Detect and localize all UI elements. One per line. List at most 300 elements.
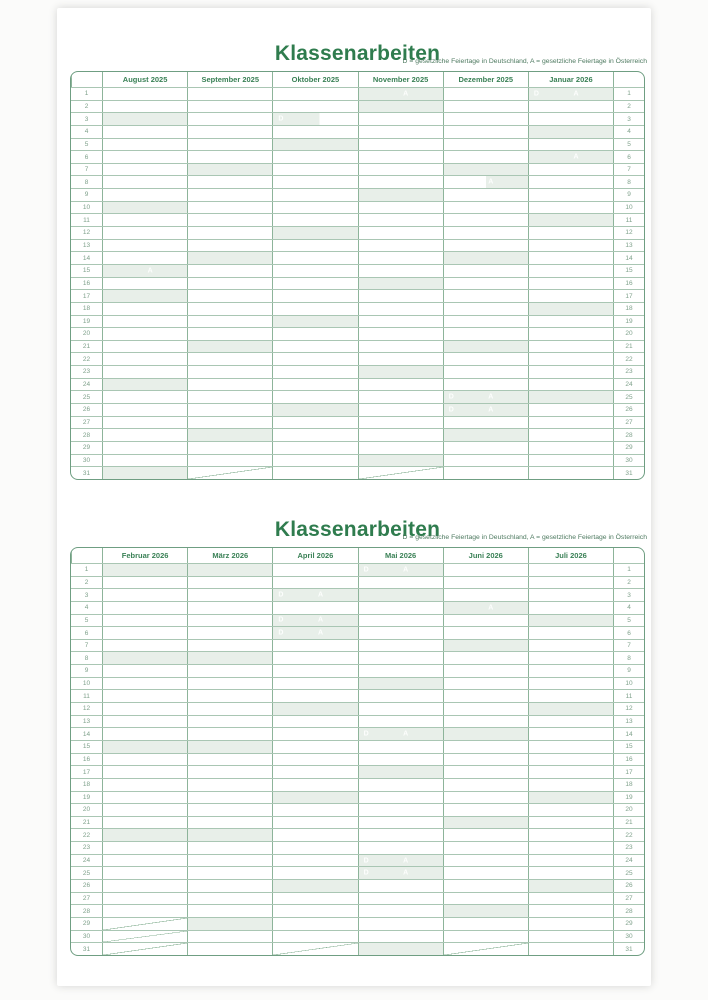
calendar-cell [443,467,528,479]
calendar-cell [528,126,613,138]
calendar-cell [272,678,357,690]
calendar-cell [187,615,272,627]
calendar-cell [187,804,272,816]
calendar-cell [358,252,443,264]
calendar-cell [528,442,613,454]
holiday-letter-d: D [363,730,369,738]
calendar-cell [443,804,528,816]
calendar-cell [272,741,357,753]
holiday-letter-a: A [488,178,494,186]
calendar-cell [358,918,443,930]
day-row [71,251,644,264]
holiday-letter-a: A [488,393,494,401]
calendar-cell [358,366,443,378]
calendar-cell [358,893,443,905]
calendar-cell [272,429,357,441]
calendar-cell [102,227,187,239]
calendar-grid [70,547,645,956]
calendar-cell [102,577,187,589]
calendar-cell [443,265,528,277]
calendar-cell [528,792,613,804]
calendar-cell [528,278,613,290]
calendar-cell [102,766,187,778]
holiday-letter-a: A [403,857,409,865]
calendar-cell [102,678,187,690]
day-number-right: 23 [613,842,644,854]
calendar-cell [528,164,613,176]
calendar-cell [528,855,613,867]
day-number-left: 2 [84,578,89,586]
calendar-cell [102,278,187,290]
day-number-right: 26 [613,880,644,892]
calendar-cell [102,113,187,125]
day-row [71,816,644,829]
calendar-cell [102,943,187,955]
calendar-cell [443,316,528,328]
calendar-cell [272,467,357,479]
calendar-cell [528,202,613,214]
calendar-cell [187,353,272,365]
calendar-cell [443,391,528,403]
calendar-cell [443,290,528,302]
month-header: Mai 2026 [358,548,443,563]
day-row [71,112,644,125]
calendar-cell [272,615,357,627]
day-number-left: 20 [82,330,91,338]
calendar-cell [272,792,357,804]
calendar-cell [443,703,528,715]
holiday-letter-d: D [278,629,284,637]
day-number-left: 9 [84,667,89,675]
calendar-cell [102,602,187,614]
month-header: Januar 2026 [528,72,613,87]
calendar-cell [102,404,187,416]
calendar-cell [358,829,443,841]
day-row [71,466,644,479]
calendar-cell [102,703,187,715]
day-row [71,302,644,315]
calendar-cell [102,455,187,467]
day-number-left: 20 [82,806,91,814]
header-corner-left [71,72,102,87]
calendar-cell [528,627,613,639]
day-row [71,403,644,416]
calendar-cell [528,101,613,113]
calendar-cell [528,214,613,226]
calendar-cell [272,829,357,841]
day-row [71,651,644,664]
day-number-right: 7 [613,640,644,652]
day-row [71,854,644,867]
day-number-left: 31 [82,945,91,953]
day-row [71,576,644,589]
day-number-left: 12 [82,229,91,237]
calendar-cell [272,101,357,113]
calendar-cell [187,214,272,226]
day-number-left: 5 [84,616,89,624]
calendar-cell [272,779,357,791]
day-number-right: 24 [613,855,644,867]
calendar-cell [187,227,272,239]
calendar-cell [102,202,187,214]
calendar-cell [528,577,613,589]
header-row [71,548,644,563]
calendar-cell [102,391,187,403]
calendar-cell [272,690,357,702]
calendar-cell [358,227,443,239]
calendar-cell [102,88,187,100]
calendar-cell [443,880,528,892]
calendar-cell [528,290,613,302]
calendar-cell [102,240,187,252]
day-number-left: 10 [82,680,91,688]
day-row [71,277,644,290]
calendar-cell [102,101,187,113]
day-number-right: 10 [613,678,644,690]
calendar-cell [358,905,443,917]
calendar-cell [272,766,357,778]
calendar-cell [187,164,272,176]
calendar-cell [272,627,357,639]
calendar-cell [528,176,613,188]
calendar-cell [272,943,357,955]
day-row [71,315,644,328]
day-number-left: 13 [82,718,91,725]
day-number-left: 11 [83,216,90,224]
calendar-cell [528,88,613,100]
calendar-cell [102,792,187,804]
day-number-right: 25 [613,391,644,403]
calendar-cell [358,214,443,226]
calendar-cell [187,741,272,753]
calendar-cell [272,652,357,664]
calendar-cell [528,893,613,905]
day-row [71,416,644,429]
calendar-cell [187,366,272,378]
day-number-right: 22 [613,353,644,365]
day-number-right: 22 [613,829,644,841]
holiday-letter-a: A [488,406,494,414]
calendar-cell [272,905,357,917]
calendar-cell [358,577,443,589]
calendar-cell [358,716,443,728]
calendar-cell [443,252,528,264]
calendar-cell [187,151,272,163]
holiday-letter-d: D [363,857,369,865]
holiday-letter-a: A [403,90,409,98]
day-number-right: 31 [613,467,644,479]
calendar-cell [187,640,272,652]
calendar-cell [272,442,357,454]
day-number-left: 29 [82,920,91,928]
calendar-cell [528,918,613,930]
day-number-left: 18 [82,305,91,313]
calendar-cell [528,265,613,277]
day-number-right: 23 [613,366,644,378]
calendar-cell [528,467,613,479]
day-number-left: 1 [84,566,89,574]
calendar-cell [187,931,272,943]
calendar-cell [443,855,528,867]
day-number-right: 16 [613,754,644,766]
calendar-cell [272,328,357,340]
calendar-cell [102,328,187,340]
calendar-cell [187,867,272,879]
day-row [71,213,644,226]
day-number-right: 7 [613,164,644,176]
day-number-left: 22 [82,831,91,839]
day-row [71,352,644,365]
calendar-cell [102,176,187,188]
calendar-cell [102,366,187,378]
day-row [71,125,644,138]
holiday-letter-d: D [278,115,284,123]
calendar-cell [528,690,613,702]
calendar-cell [358,792,443,804]
day-row [71,150,644,163]
calendar-cell [272,176,357,188]
calendar-cell [187,316,272,328]
day-number-left: 9 [84,191,89,199]
calendar-cell [102,139,187,151]
calendar-cell [187,602,272,614]
day-number-left: 4 [84,128,89,136]
calendar-cell [272,716,357,728]
calendar-cell [102,754,187,766]
calendar-cell [443,918,528,930]
day-number-right: 29 [613,918,644,930]
calendar-cell [187,817,272,829]
day-row [71,904,644,917]
calendar-cell [272,577,357,589]
day-row [71,753,644,766]
calendar-cell [358,779,443,791]
day-number-right: 20 [613,328,644,340]
calendar-cell [187,126,272,138]
calendar-cell [272,728,357,740]
calendar-cell [187,113,272,125]
day-row [71,626,644,639]
holiday-letter-a: A [403,566,409,574]
day-number-left: 25 [82,393,91,401]
day-row [71,563,644,576]
calendar-cell [102,189,187,201]
month-header: November 2025 [358,72,443,87]
calendar-cell [102,716,187,728]
day-number-right: 10 [613,202,644,214]
calendar-cell [443,366,528,378]
day-row [71,138,644,151]
day-row [71,601,644,614]
calendar-cell [358,741,443,753]
calendar-cell [102,316,187,328]
calendar-cell [102,829,187,841]
calendar-cell [528,189,613,201]
day-number-left: 27 [82,418,91,426]
calendar-cell [443,652,528,664]
calendar-cell [187,855,272,867]
day-row [71,740,644,753]
calendar-cell [528,741,613,753]
day-row [71,879,644,892]
calendar-cell [358,139,443,151]
day-number-left: 5 [84,140,89,148]
calendar-cell [358,867,443,879]
day-number-right: 9 [613,665,644,677]
header-row [71,72,644,87]
day-row [71,639,644,652]
calendar-cell [528,779,613,791]
day-number-left: 28 [82,431,91,439]
day-number-right: 12 [613,703,644,715]
calendar-cell [443,417,528,429]
calendar-cell [102,164,187,176]
calendar-cell [443,842,528,854]
calendar-cell [443,741,528,753]
calendar-cell [187,391,272,403]
day-number-right: 30 [613,455,644,467]
day-number-right: 4 [613,126,644,138]
calendar-cell [443,353,528,365]
calendar-cell [528,867,613,879]
calendar-cell [358,290,443,302]
day-number-right: 6 [613,627,644,639]
calendar-cell [528,716,613,728]
month-header: Februar 2026 [102,548,187,563]
calendar-cell [187,429,272,441]
calendar-cell [443,189,528,201]
calendar-cell [272,252,357,264]
calendar-cell [272,842,357,854]
day-number-left: 31 [82,469,91,477]
calendar-cell [102,589,187,601]
calendar-cell [102,690,187,702]
calendar-cell [187,779,272,791]
day-number-left: 19 [82,793,91,801]
day-row [71,327,644,340]
calendar-cell [358,665,443,677]
month-header: September 2025 [187,72,272,87]
calendar-cell [102,867,187,879]
day-number-right: 8 [613,176,644,188]
holiday-letter-d: D [363,869,369,877]
calendar-cell [102,855,187,867]
day-number-left: 17 [82,768,91,776]
calendar-cell [187,754,272,766]
calendar-cell [102,918,187,930]
calendar-cell [272,880,357,892]
day-number-left: 30 [82,456,91,464]
calendar-cell [187,577,272,589]
day-number-left: 14 [82,730,91,738]
day-number-left: 24 [82,857,91,865]
day-number-left: 6 [84,629,89,637]
calendar-cell [443,176,528,188]
day-number-left: 30 [82,932,91,940]
calendar-cell [102,214,187,226]
calendar-cell [443,615,528,627]
planner-page [57,8,651,986]
calendar-cell [272,265,357,277]
calendar-cell [443,455,528,467]
calendar-cell [187,139,272,151]
header-corner-right [613,72,644,87]
calendar-cell [528,905,613,917]
calendar-cell [528,391,613,403]
calendar-cell [102,905,187,917]
calendar-cell [358,652,443,664]
calendar-cell [443,627,528,639]
calendar-cell [358,943,443,955]
day-number-right: 20 [613,804,644,816]
month-header: August 2025 [102,72,187,87]
calendar-grid [70,71,645,480]
day-number-left: 7 [84,642,89,650]
calendar-cell [102,429,187,441]
day-row [71,664,644,677]
holiday-letter-a: A [317,591,324,599]
calendar-cell [528,353,613,365]
day-row [71,340,644,353]
calendar-cell [443,779,528,791]
holiday-letter-d: D [533,90,539,98]
calendar-cell [187,88,272,100]
day-number-right: 31 [613,943,644,955]
day-number-right: 2 [613,101,644,113]
day-number-left: 15 [82,743,91,751]
day-row [71,201,644,214]
day-number-right: 25 [613,867,644,879]
calendar-cell [187,467,272,479]
calendar-cell [272,665,357,677]
calendar-cell [443,716,528,728]
calendar-cell [443,602,528,614]
calendar-cell [102,467,187,479]
calendar-cell [528,703,613,715]
day-number-right: 11 [613,690,644,702]
calendar-cell [272,640,357,652]
holiday-letter-a: A [403,730,409,738]
calendar-cell [528,139,613,151]
day-row [71,428,644,441]
calendar-cell [187,278,272,290]
calendar-cell [443,442,528,454]
day-number-left: 26 [82,882,91,890]
day-row [71,100,644,113]
calendar-cell [528,602,613,614]
day-row [71,87,644,100]
calendar-cell [102,379,187,391]
calendar-cell [102,252,187,264]
calendar-cell [102,817,187,829]
day-number-left: 11 [83,692,90,700]
calendar-cell [187,893,272,905]
calendar-cell [187,589,272,601]
calendar-cell [528,652,613,664]
header-corner-left [71,548,102,563]
day-row [71,942,644,955]
calendar-cell [443,139,528,151]
day-number-right: 19 [613,316,644,328]
calendar-cell [272,151,357,163]
day-row [71,677,644,690]
calendar-cell [528,328,613,340]
calendar-cell [443,379,528,391]
calendar-cell [187,265,272,277]
calendar-cell [187,728,272,740]
calendar-cell [358,278,443,290]
calendar-cell [528,678,613,690]
